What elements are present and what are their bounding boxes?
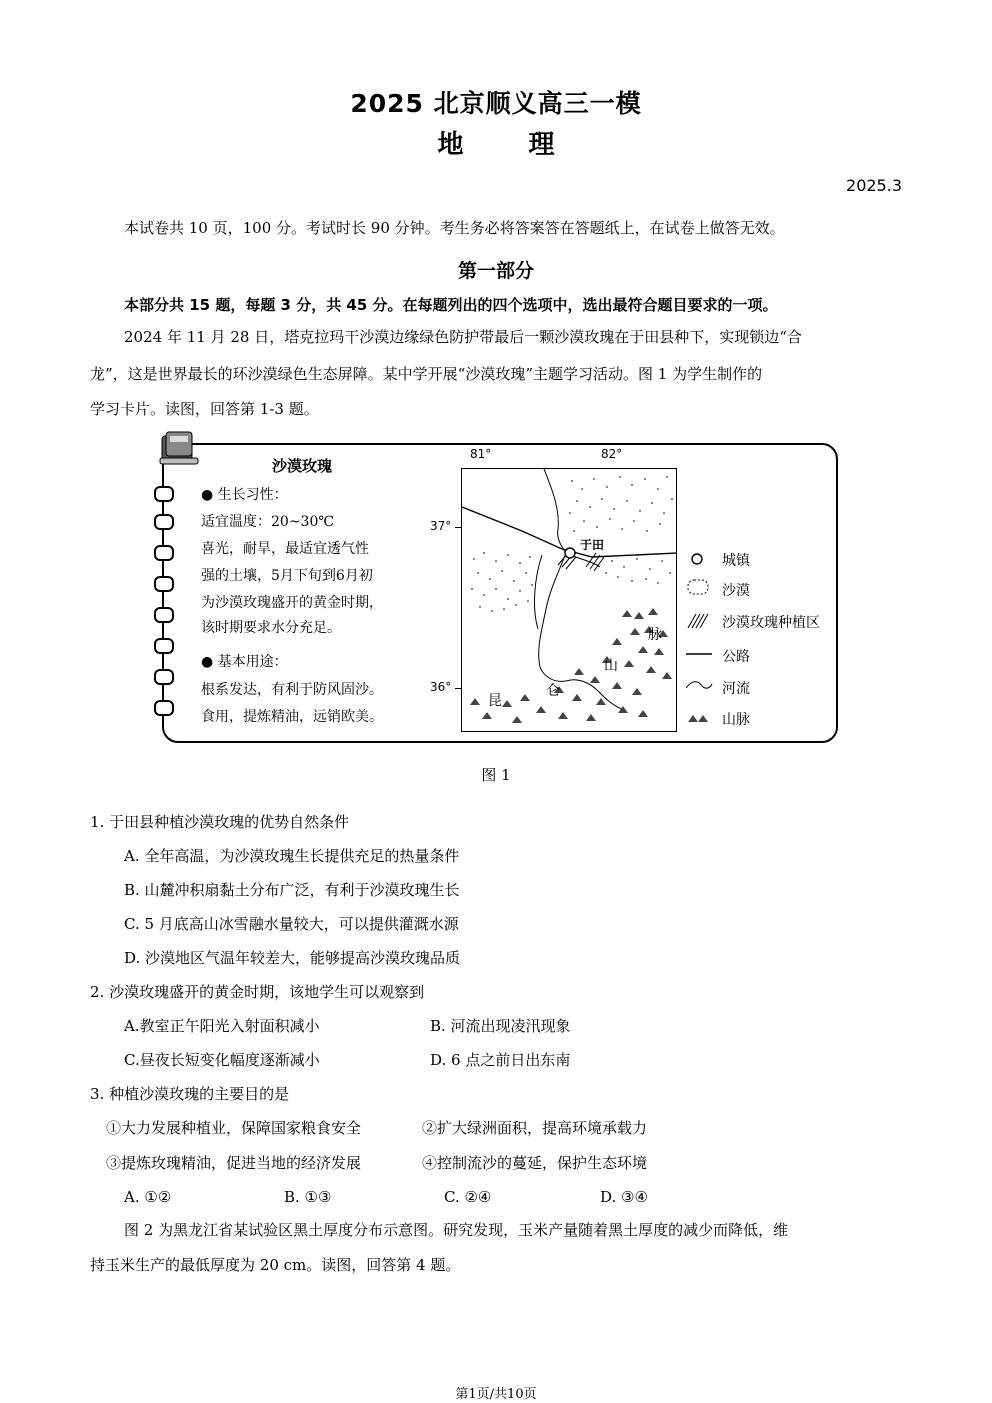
intro1-line1: 2024 年 11 月 28 日，塔克拉玛干沙漠边缘绿色防护带最后一颗沙漠玫瑰在于田县种下，实现锁边“合 — [124, 328, 802, 346]
question-3-option[interactable]: D. ③④ — [600, 1188, 648, 1206]
desert-area — [471, 476, 673, 612]
question-1-option[interactable]: B. 山麓冲积扇黏土分布广泛，有利于沙漠玫瑰生长 — [124, 881, 460, 899]
question-3-statement: ④控制流沙的蔓延，保护生态环境 — [422, 1154, 648, 1172]
card-title: 沙漠玫瑰 — [272, 457, 333, 475]
latitude-label: 37° — [430, 519, 452, 533]
card-habit-line: 强的土壤，5月下旬到6月初 — [201, 568, 373, 584]
intro2-line1: 图 2 为黑龙江省某试验区黑土厚度分布示意图。研究发现，玉米产量随着黑土厚度的减少而降低，维 — [124, 1221, 789, 1239]
question-3-option[interactable]: C. ②④ — [444, 1188, 492, 1206]
question-2-option[interactable]: A.教室正午阳光入射面积减小 — [124, 1017, 320, 1035]
part1-title: 第一部分 — [457, 260, 534, 282]
legend-label: 山脉 — [722, 712, 750, 728]
binder-ring — [154, 576, 174, 592]
binder-ring — [154, 607, 174, 623]
question-2-option[interactable]: D. 6 点之前日出东南 — [430, 1051, 571, 1069]
question-1-stem: 1. 于田县种植沙漠玫瑰的优势自然条件 — [90, 813, 350, 831]
intro1-line3: 学习卡片。读图，回答第 1-3 题。 — [90, 400, 319, 418]
question-2-option[interactable]: B. 河流出现凌汛现象 — [430, 1017, 571, 1035]
notebook-icon — [158, 430, 200, 468]
mountain-name-char: 脉 — [648, 627, 662, 643]
legend-label: 沙漠 — [722, 583, 750, 599]
latitude-label: 36° — [430, 680, 452, 694]
question-3-option[interactable]: A. ①② — [124, 1188, 172, 1206]
mountain-name-char: 仑 — [546, 683, 560, 699]
legend-desert-icon — [688, 580, 708, 594]
legend-planting-icon — [688, 614, 708, 628]
binder-ring — [154, 638, 174, 654]
question-1-option[interactable]: A. 全年高温，为沙漠玫瑰生长提供充足的热量条件 — [124, 847, 460, 865]
legend-label: 河流 — [722, 681, 750, 697]
longitude-label: 82° — [601, 447, 623, 461]
exam-notice: 本试卷共 10 页，100 分。考试时长 90 分钟。考生务必将答案答在答题纸上，在试卷上做答无效。 — [124, 219, 785, 237]
question-3-statement: ③提炼玫瑰精油，促进当地的经济发展 — [106, 1154, 362, 1172]
question-2-stem: 2. 沙漠玫瑰盛开的黄金时期，该地学生可以观察到 — [90, 983, 425, 1001]
legend-city-icon — [692, 554, 702, 564]
binder-ring — [154, 486, 174, 502]
question-1-option[interactable]: D. 沙漠地区气温年较差大，能够提高沙漠玫瑰品质 — [124, 949, 461, 967]
card-habit-line: 喜光，耐旱，最适宜透气性 — [201, 541, 369, 557]
question-3-statement: ①大力发展种植业，保障国家粮食安全 — [106, 1119, 362, 1137]
question-3-stem: 3. 种植沙漠玫瑰的主要目的是 — [90, 1085, 290, 1103]
city-label: 于田 — [580, 538, 605, 552]
legend-river-icon — [686, 682, 712, 688]
binder-ring — [154, 545, 174, 561]
map-legend-symbols — [686, 548, 716, 728]
legend-label: 沙漠玫瑰种植区 — [722, 615, 820, 631]
page-footer: 第1页/共10页 — [455, 1387, 537, 1402]
card-habit-line: 为沙漠玫瑰盛开的黄金时期， — [201, 595, 383, 611]
legend-label: 城镇 — [722, 553, 750, 569]
binder-ring — [154, 700, 174, 716]
exam-title: 2025 北京顺义高三一模 — [350, 89, 642, 118]
question-1-option[interactable]: C. 5 月底高山冰雪融水量较大，可以提供灌溉水源 — [124, 915, 459, 933]
exam-date: 2025.3 — [846, 176, 902, 195]
card-habit-head: ● 生长习性： — [201, 487, 288, 503]
city-marker — [565, 548, 575, 558]
question-3-option[interactable]: B. ①③ — [284, 1188, 332, 1206]
figure1-caption: 图 1 — [481, 766, 511, 784]
card-habit-line: 适宜温度：20~30℃ — [201, 514, 335, 530]
intro1-line2: 龙”，这是世界最长的环沙漠绿色生态屏障。某中学开展“沙漠玫瑰”主题学习活动。图 1 为学生制作的 — [90, 365, 763, 383]
legend-mountain-icon — [688, 715, 708, 722]
binder-ring — [154, 669, 174, 685]
question-3-statement: ②扩大绿洲面积，提高环境承载力 — [422, 1119, 648, 1137]
card-use-line: 食用，提炼精油，远销欧美。 — [201, 709, 383, 725]
mountain-name-char: 山 — [604, 658, 618, 674]
legend-label: 公路 — [722, 649, 750, 665]
river — [535, 555, 542, 629]
mountain-name-char: 昆 — [488, 693, 502, 709]
card-use-head: ● 基本用途： — [201, 654, 288, 670]
card-use-line: 根系发达，有利于防风固沙。 — [201, 682, 383, 698]
intro2-line2: 持玉米生产的最低厚度为 20 cm。读图，回答第 4 题。 — [90, 1256, 461, 1274]
card-habit-line: 该时期要求水分充足。 — [201, 620, 341, 636]
subject-title: 地 理 — [437, 130, 583, 160]
longitude-label: 81° — [470, 447, 492, 461]
question-2-option[interactable]: C.昼夜长短变化幅度逐渐减小 — [124, 1051, 320, 1069]
binder-ring — [154, 514, 174, 530]
part1-instruction: 本部分共 15 题，每题 3 分，共 45 分。在每题列出的四个选项中，选出最符合题目要求的一项。 — [124, 296, 778, 314]
